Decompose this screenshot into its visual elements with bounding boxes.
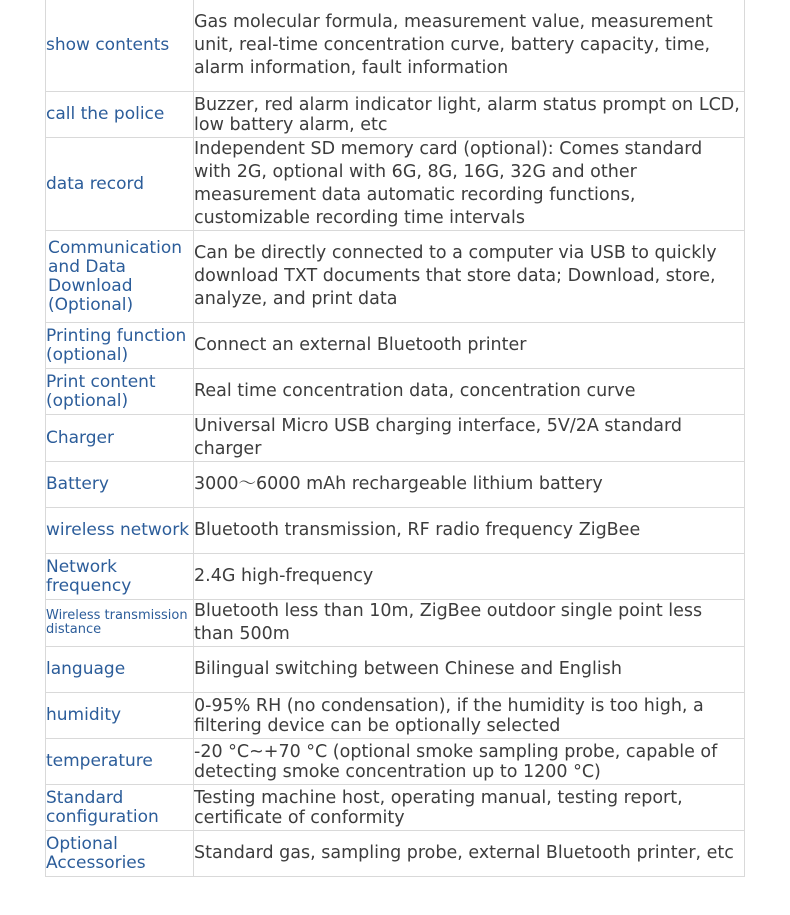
row-value-show-contents: Gas molecular formula, measurement value, measurement unit, real-time concentration curve, battery capacity, time, alarm information, fault information bbox=[194, 0, 745, 92]
table-row bbox=[46, 462, 745, 508]
row-value-temperature: -20 °C~+70 °C (optional smoke sampling probe, capable of detecting smoke concentration up to 1200 °C) bbox=[194, 739, 745, 785]
row-label-printing-function: Printing function (optional) bbox=[46, 323, 194, 369]
row-label-print-content: Print content (optional) bbox=[46, 369, 194, 415]
row-label-wireless-network: wireless network bbox=[46, 508, 194, 554]
table-row bbox=[46, 600, 745, 647]
table-row bbox=[46, 415, 745, 462]
table-row bbox=[46, 647, 745, 693]
row-label-language: language bbox=[46, 647, 194, 693]
row-value-humidity: 0-95% RH (no condensation), if the humidity is too high, a filtering device can be optionally selected bbox=[194, 693, 745, 739]
row-value-language: Bilingual switching between Chinese and English bbox=[194, 647, 745, 693]
row-value-charger: Universal Micro USB charging interface, 5V/2A standard charger bbox=[194, 415, 745, 462]
row-label-call-the-police: call the police bbox=[46, 92, 194, 138]
row-label-optional-accessories: Optional Accessories bbox=[46, 831, 194, 877]
row-label-network-frequency: Network frequency bbox=[46, 554, 194, 600]
row-label-humidity: humidity bbox=[46, 693, 194, 739]
row-value-communication: Can be directly connected to a computer via USB to quickly download TXT documents that store data; Download, store, analyze, and print data bbox=[194, 231, 745, 323]
row-value-data-record: Independent SD memory card (optional): Comes standard with 2G, optional with 6G, 8G, 16G, 32G and other measurement data automatic recording functions, customizable recording time intervals bbox=[194, 138, 745, 231]
row-value-network-frequency: 2.4G high-frequency bbox=[194, 554, 745, 600]
table-row bbox=[46, 785, 745, 831]
table-row bbox=[46, 693, 745, 739]
row-label-battery: Battery bbox=[46, 462, 194, 508]
row-value-standard-configuration: Testing machine host, operating manual, testing report, certificate of conformity bbox=[194, 785, 745, 831]
row-label-charger: Charger bbox=[46, 415, 194, 462]
row-label-wireless-transmission-distance: Wireless transmission distance bbox=[46, 600, 194, 647]
table-row bbox=[46, 0, 745, 92]
table-row bbox=[46, 323, 745, 369]
row-label-temperature: temperature bbox=[46, 739, 194, 785]
table-row bbox=[46, 739, 745, 785]
row-value-battery: 3000～6000 mAh rechargeable lithium battery bbox=[194, 462, 745, 508]
table-row bbox=[46, 508, 745, 554]
row-value-wireless-network: Bluetooth transmission, RF radio frequency ZigBee bbox=[194, 508, 745, 554]
table-row bbox=[46, 554, 745, 600]
row-label-data-record: data record bbox=[46, 138, 194, 231]
specification-table bbox=[45, 0, 745, 877]
row-value-printing-function: Connect an external Bluetooth printer bbox=[194, 323, 745, 369]
table-row bbox=[46, 138, 745, 231]
row-value-optional-accessories: Standard gas, sampling probe, external Bluetooth printer, etc bbox=[194, 831, 745, 877]
row-value-print-content: Real time concentration data, concentration curve bbox=[194, 369, 745, 415]
row-value-wireless-transmission-distance: Bluetooth less than 10m, ZigBee outdoor single point less than 500m bbox=[194, 600, 745, 647]
row-value-call-the-police: Buzzer, red alarm indicator light, alarm status prompt on LCD, low battery alarm, etc bbox=[194, 92, 745, 138]
row-label-standard-configuration: Standard configuration bbox=[46, 785, 194, 831]
table-row bbox=[46, 231, 745, 323]
table-row bbox=[46, 831, 745, 877]
row-label-communication: Communication and Data Download (Optional) bbox=[46, 231, 194, 323]
table-row bbox=[46, 92, 745, 138]
table-row bbox=[46, 369, 745, 415]
row-label-show-contents: show contents bbox=[46, 0, 194, 92]
